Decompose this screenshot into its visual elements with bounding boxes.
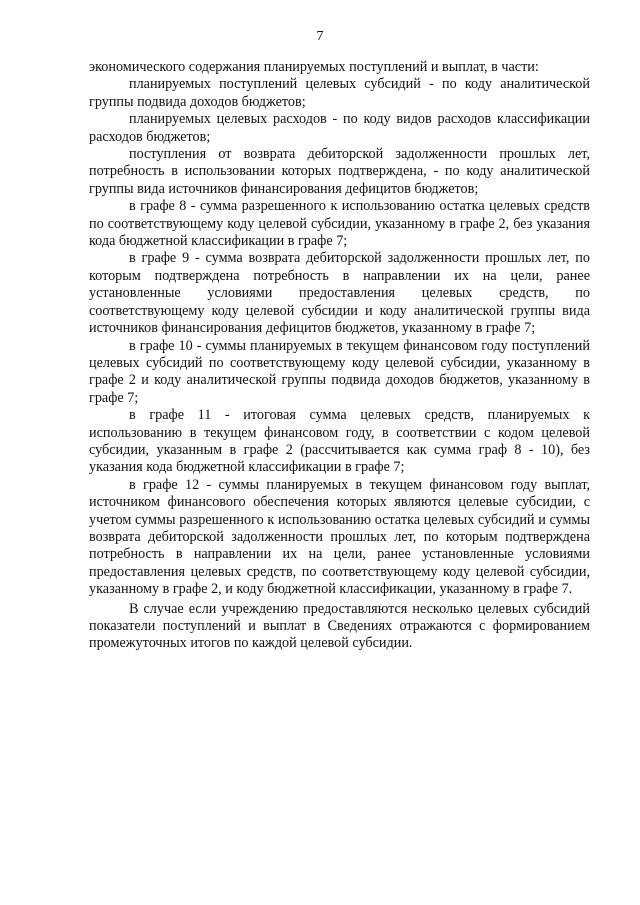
paragraph-6: в графе 9 - сумма возврата дебиторской задолженности прошлых лет, по которым подтверждена потребность в направлении их на цели, ранее установленные условиями предоставления целевых средств, по соответствующему коду целевой субсидии и коду аналитической группы вида источников финансирования дефицитов бюджетов, указанному в графе 7; [89, 250, 590, 337]
paragraph-8: в графе 11 - итоговая сумма целевых средств, планируемых к использованию в текущем финансовом году, в соответствии с кодом целевой субсидии, указанным в графе 2 (рассчитывается как сумма граф 8 - 10), без указания кода бюджетной классификации в графе 7; [89, 407, 590, 476]
paragraph-9: в графе 12 - суммы планируемых в текущем финансовом году выплат, источником финансового обеспечения которых являются целевые субсидии, с учетом суммы разрешенного к использованию остатка целевых субсидий и суммы возврата дебиторской задолженности прошлых лет, по которым подтверждена потребность в направлении их на цели, ранее установленные условиями предоставления целевых средств, по соответствующему коду целевой субсидии, указанному в графе 2, и коду бюджетной классификации, указанному в графе 7. [89, 476, 590, 598]
paragraph-3: планируемых целевых расходов - по коду видов расходов классификации расходов бюджетов; [89, 111, 590, 145]
page-number: 7 [316, 29, 324, 44]
document-body [89, 59, 590, 653]
paragraph-5: в графе 8 - сумма разрешенного к использованию остатка целевых средств по соответствующему коду целевой субсидии, указанному в графе 2, без указания кода бюджетной классификации в графе 7; [89, 198, 590, 250]
paragraph-4: поступления от возврата дебиторской задолженности прошлых лет, потребность в использовании которых подтверждена, - по коду аналитической группы вида источников финансирования дефицитов бюджетов; [89, 146, 590, 197]
paragraph-7: в графе 10 - суммы планируемых в текущем финансовом году поступлений целевых субсидий по соответствующему коду целевой субсидии, указанному в графе 2 и коду аналитической группы подвида доходов бюджетов, указанному в графе 7; [89, 337, 590, 406]
paragraph-2: планируемых поступлений целевых субсидий - по коду аналитической группы подвида доходов бюджетов; [89, 76, 590, 110]
paragraph-10: В случае если учреждению предоставляются несколько целевых субсидий показатели поступлений и выплат в Сведениях отражаются с формированием промежуточных итогов по каждой целевой субсидии. [89, 600, 590, 652]
paragraph-1: экономического содержания планируемых поступлений и выплат, в части: [89, 59, 539, 75]
